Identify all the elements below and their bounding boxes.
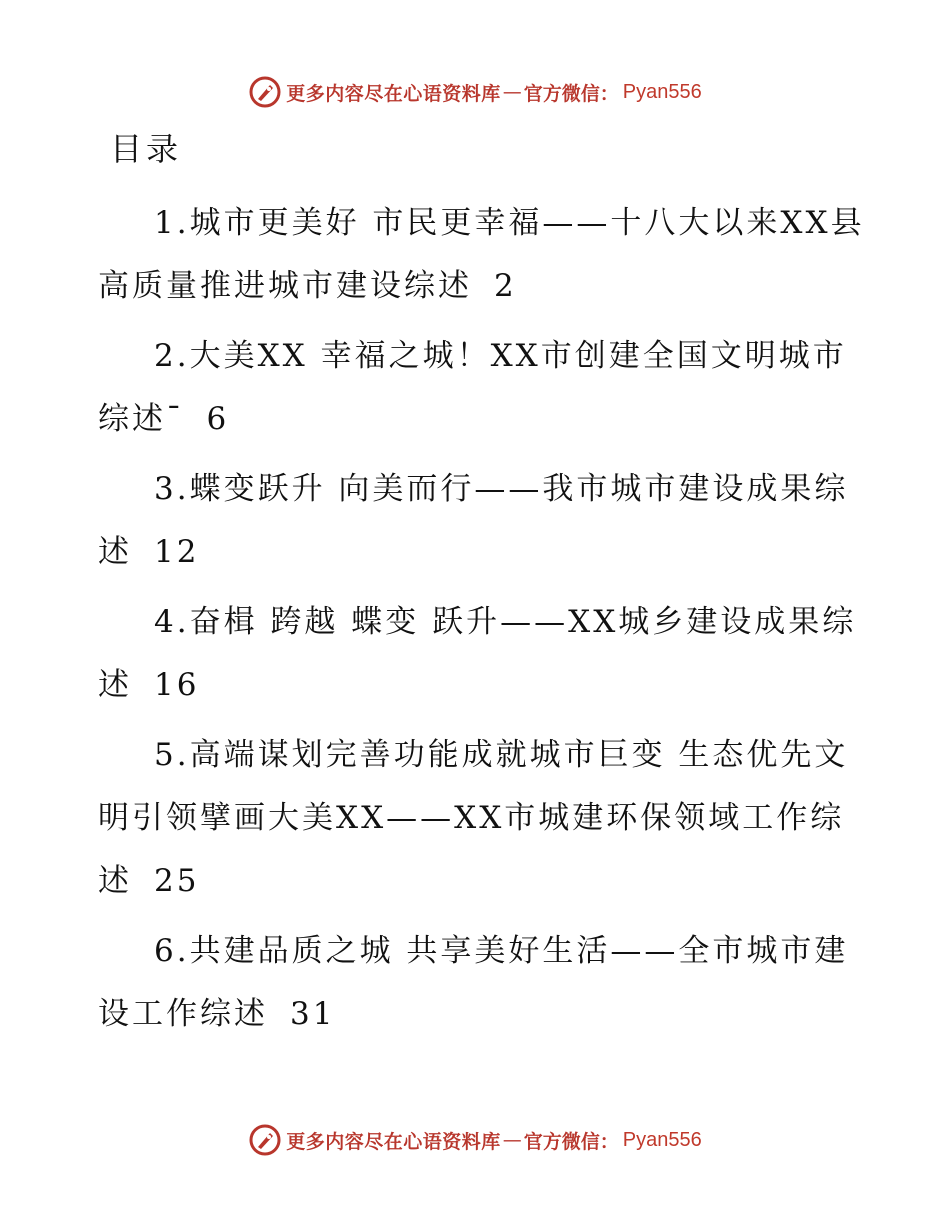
toc-entry-page: 2 <box>494 268 517 304</box>
toc-entry-page: 12 <box>154 534 200 570</box>
toc-entry-text: 1.城市更美好 市民更幸福——十八大以来XX县高质量推进城市建设综述 <box>98 205 865 304</box>
banner-wechat-id: Pyan556 <box>622 80 702 103</box>
toc-list <box>98 192 868 1053</box>
toc-entry[interactable] <box>98 724 868 913</box>
banner-separator: — <box>502 81 522 103</box>
pen-nib-logo-icon <box>248 1123 282 1157</box>
banner-text: 更多内容尽在心语资料库 <box>286 82 501 105</box>
toc-entry-page: 16 <box>154 667 200 703</box>
header-watermark-banner <box>0 72 950 112</box>
toc-entry[interactable] <box>98 920 868 1046</box>
banner-wechat-label: 官方微信： <box>523 1130 619 1153</box>
toc-entry-text: 2.大美XX 幸福之城！XX市创建全国文明城市综述¯ <box>98 338 847 437</box>
toc-entry[interactable] <box>98 591 868 717</box>
banner-wechat-label: 官方微信： <box>523 82 619 105</box>
toc-entry[interactable] <box>98 325 868 451</box>
toc-entry-page: 31 <box>290 996 336 1032</box>
pen-nib-logo-icon <box>248 75 282 109</box>
toc-entry-text: 4.奋楫 跨越 蝶变 跃升——XX城乡建设成果综述 <box>98 604 857 703</box>
toc-entry-text: 5.高端谋划完善功能成就城市巨变 生态优先文明引领擘画大美XX——XX市城建环保领域工作综述 <box>98 737 849 899</box>
toc-entry[interactable] <box>98 192 868 318</box>
banner-text: 更多内容尽在心语资料库 <box>286 1130 501 1153</box>
toc-entry-text: 6.共建品质之城 共享美好生活——全市城市建设工作综述 <box>98 933 849 1032</box>
toc-entry-page: 6 <box>206 401 230 437</box>
toc-title: 目录 <box>110 130 183 168</box>
banner-separator: — <box>502 1129 522 1151</box>
footer-watermark-banner <box>0 1120 950 1160</box>
toc-entry[interactable] <box>98 458 868 584</box>
toc-entry-page: 25 <box>154 863 200 899</box>
banner-wechat-id: Pyan556 <box>622 1128 702 1151</box>
toc-entry-text: 3.蝶变跃升 向美而行——我市城市建设成果综述 <box>98 471 849 570</box>
